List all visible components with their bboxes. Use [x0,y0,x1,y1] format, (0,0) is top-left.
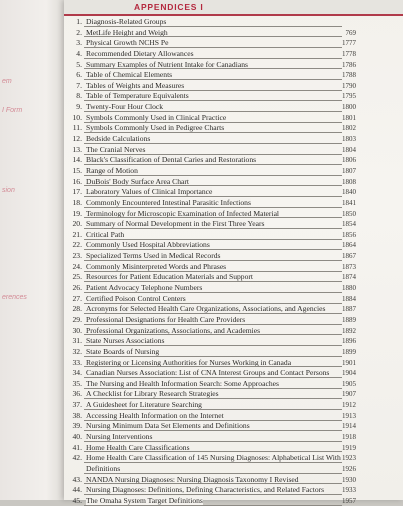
toc-entry-number: 1. [76,17,82,26]
toc-entry-page: 1777 [342,39,356,48]
toc-entry-title: Definitions [86,463,121,473]
toc-entry-title: Patient Advocacy Telephone Numbers [86,283,203,293]
toc-entry-title: A Guidesheet for Literature Searching [86,400,202,410]
facing-page [0,0,66,500]
toc-entry-page: 1926 [342,464,356,473]
toc-entry [68,240,356,251]
toc-entry [68,166,356,177]
page-header [64,0,403,16]
toc-entry-page: 1840 [342,188,356,197]
toc-entry-number: 30. [72,325,82,335]
toc-entry-title: Black's Classification of Dental Caries and Restorations [86,155,257,165]
toc-entry [68,91,356,102]
toc-entry-title: Home Health Care Classification of 145 Nursing Diagnoses: Alphabetical List With [86,453,341,463]
toc-entry [68,496,356,506]
toc-entry [68,379,356,390]
toc-entry-page: 1896 [342,337,356,346]
toc-entry-number: 45. [72,495,82,505]
toc-entry [68,304,356,315]
toc-entry-number: 40. [72,431,82,441]
toc-entry-page: 1884 [342,294,356,303]
toc-entry-page: 1867 [342,252,356,261]
toc-entry [68,28,356,39]
toc-entry-title: Professional Designations for Health Care Providers [86,314,246,324]
toc-entry-page: 1807 [342,166,356,175]
toc-entry [68,294,356,305]
toc-entry-page: 1933 [342,486,356,495]
toc-entry-number: 27. [72,293,82,303]
toc-entry-title: Critical Path [86,229,125,239]
toc-entry-number: 6. [76,70,82,80]
toc-entry-number: 38. [72,410,82,420]
toc-entry [68,219,356,230]
toc-entry [68,421,356,432]
toc-entry-number: 18. [72,197,82,207]
toc-entry-number: 29. [72,314,82,324]
toc-entry-title: Terminology for Microscopic Examination of Infected Material [86,208,280,218]
toc-entry [68,134,356,145]
margin-text: em [2,78,12,85]
toc-entry [68,443,356,454]
toc-entry [68,272,356,283]
toc-entry-page: 1889 [342,315,356,324]
toc-entry-page: 1856 [342,230,356,239]
toc-entry-title: Table of Temperature Equivalents [86,91,189,101]
toc-entry [68,70,356,81]
toc-entry-number: 32. [72,346,82,356]
toc-entry-number: 26. [72,283,82,293]
toc-entry-number: 8. [76,91,82,101]
toc-entry [68,209,356,220]
toc-entry-title: Nursing Interventions [86,431,153,441]
toc-entry [68,485,356,496]
toc-entry-number: 23. [72,251,82,261]
toc-entry-title: DuBois' Body Surface Area Chart [86,176,190,186]
toc-entry [68,230,356,241]
margin-text: sion [2,187,15,194]
toc-entry-page: 1923 [342,454,356,463]
toc-entry-page: 1864 [342,241,356,250]
toc-entry [68,81,356,92]
toc-entry-number: 4. [76,48,82,58]
toc-entry-number: 36. [72,389,82,399]
toc-entry-number: 42. [72,453,82,463]
toc-entry-title: The Cranial Nerves [86,144,146,154]
toc-entry-number: 28. [72,304,82,314]
toc-entry-title: Commonly Encountered Intestinal Parasitic Infections [86,197,251,207]
toc-entry-page: 1786 [342,60,356,69]
toc-entry [68,262,356,273]
toc-entry-title: The Omaha System Target Definitions [86,495,203,505]
toc-entry-page: 1913 [342,411,356,420]
toc-entry [68,60,356,71]
toc-entry-title: Symbols Commonly Used in Clinical Practice [86,112,227,122]
toc-entry-title: Resources for Patient Education Materials and Support [86,272,254,282]
toc-entry [68,177,356,188]
toc-entry-page: 1912 [342,401,356,410]
toc-entry [68,464,356,475]
toc-entry-number: 14. [72,155,82,165]
toc-entry-title: Specialized Terms Used in Medical Records [86,251,221,261]
toc-entry [68,198,356,209]
toc-entry [68,358,356,369]
toc-entry-number: 10. [72,112,82,122]
toc-entry-page: 1803 [342,135,356,144]
toc-entry [68,102,356,113]
toc-entry-page: 1892 [342,326,356,335]
toc-entry-title: Symbols Commonly Used in Pedigree Charts [86,123,225,133]
toc-entry-number: 5. [76,59,82,69]
toc-entry-number: 21. [72,229,82,239]
toc-entry-page: 1790 [342,81,356,90]
toc-entry-number: 44. [72,485,82,495]
toc-entry-number: 20. [72,219,82,229]
toc-entry-number: 7. [76,80,82,90]
toc-entry-title: State Boards of Nursing [86,346,160,356]
toc-entry-number: 24. [72,261,82,271]
toc-entry [68,475,356,486]
toc-entry-page: 769 [345,28,356,37]
toc-entry [68,187,356,198]
toc-entry-page: 1918 [342,432,356,441]
toc-entry-page: 1957 [342,496,356,505]
toc-entry-number: 41. [72,442,82,452]
toc-entry-number: 43. [72,474,82,484]
toc-entry-number: 16. [72,176,82,186]
toc-entry-number: 13. [72,144,82,154]
toc-entry-number: 15. [72,165,82,175]
book-page [64,0,403,505]
toc-entry [68,347,356,358]
toc-entry-number: 31. [72,336,82,346]
toc-entry [68,432,356,443]
toc-entry [68,411,356,422]
margin-text: erences [2,294,27,301]
toc-entry-title: Commonly Used Hospital Abbreviations [86,240,210,250]
toc-entry-page: 1905 [342,379,356,388]
toc-entry [68,336,356,347]
toc-entry-title: A Checklist for Library Research Strategies [86,389,219,399]
toc-entry-number: 33. [72,357,82,367]
toc-entry-title: Physical Growth NCHS Pe [86,38,169,48]
toc-entry-page: 1880 [342,284,356,293]
toc-entry [68,389,356,400]
toc-entry-title: Commonly Misinterpreted Words and Phrases [86,261,227,271]
toc-entry-title: Recommended Dietary Allowances [86,48,194,58]
toc-entry-title: Accessing Health Information on the Internet [86,410,224,420]
toc-entry-page: 1778 [342,49,356,58]
toc-entry-title: Certified Poison Control Centers [86,293,186,303]
toc-entry-title: Summary of Normal Development in the First Three Years [86,219,265,229]
toc-entry-number: 2. [76,27,82,37]
toc-entry-number: 22. [72,240,82,250]
toc-entry-title: Laboratory Values of Clinical Importance [86,187,213,197]
toc-entry-title: Nursing Diagnoses: Definitions, Defining Characteristics, and Related Factors [86,485,325,495]
toc-entry-title: Range of Motion [86,165,138,175]
toc-entry-page: 1901 [342,358,356,367]
toc-entry [68,283,356,294]
toc-entry-number: 9. [76,102,82,112]
toc-entry [68,368,356,379]
toc-entry [68,123,356,134]
toc-entry [68,17,356,28]
page-title: APPENDICES I [134,2,204,12]
toc-entry-title: Summary Examples of Nutrient Intake for Canadians [86,59,248,69]
toc-entry-number: 39. [72,421,82,431]
toc-entry-title: Bedside Calculations [86,134,151,144]
toc-entry [68,49,356,60]
toc-entry-page: 1854 [342,220,356,229]
toc-entry-number: 25. [72,272,82,282]
toc-entry-title: Canadian Nurses Association: List of CNA Interest Groups and Contact Persons [86,368,330,378]
toc-entry [68,251,356,262]
toc-entry [68,453,356,464]
toc-entry-page: 1800 [342,103,356,112]
toc-entry-page: 1788 [342,71,356,80]
toc-entry [68,113,356,124]
toc-entry [68,38,356,49]
toc-entry-title: Tables of Weights and Measures [86,80,185,90]
toc-entry-number: 37. [72,400,82,410]
toc-entry-number: 19. [72,208,82,218]
toc-entry-page: 1874 [342,273,356,282]
toc-entry-page: 1850 [342,209,356,218]
toc-entry-page: 1841 [342,198,356,207]
toc-entry-number: 17. [72,187,82,197]
toc-entry-page: 1914 [342,422,356,431]
toc-entry [68,155,356,166]
toc-entry-title: State Nurses Associations [86,336,165,346]
toc-entry-title: MetLife Height and Weigh [86,27,168,37]
toc-entry-page: 1919 [342,443,356,452]
toc-entry-title: Registering or Licensing Authorities for Nurses Working in Canada [86,357,292,367]
toc-entry-page: 1804 [342,145,356,154]
toc-entry-number: 12. [72,134,82,144]
toc-entry-page: 1808 [342,177,356,186]
toc-entry-title: Home Health Care Classifications [86,442,190,452]
toc-entry-title: NANDA Nursing Diagnoses: Nursing Diagnosis Taxonomy I Revised [86,474,299,484]
toc-entry-page: 1907 [342,390,356,399]
toc-entry-page: 1801 [342,113,356,122]
toc-entry-number: 34. [72,368,82,378]
toc-entry-title: Table of Chemical Elements [86,70,173,80]
toc-entry-page: 1873 [342,262,356,271]
margin-text: I Form [2,107,23,114]
toc-entry [68,145,356,156]
toc-entry-page: 1795 [342,92,356,101]
toc-entry-number: 3. [76,38,82,48]
toc-entry-title: Diagnosis-Related Groups [86,17,167,26]
toc-entry [68,315,356,326]
toc-entry-page: 1887 [342,305,356,314]
toc-entry-page: 1899 [342,347,356,356]
toc-entry-title: Nursing Minimum Data Set Elements and Definitions [86,421,250,431]
toc-entry-page: 1802 [342,124,356,133]
toc-entry-page: 1904 [342,369,356,378]
toc-entry-title: Twenty-Four Hour Clock [86,102,164,112]
toc-entry-number: 11. [72,123,82,133]
toc-entry-title: Professional Organizations, Associations, and Academies [86,325,261,335]
table-of-contents [68,17,356,506]
toc-entry [68,400,356,411]
toc-entry-page: 1930 [342,475,356,484]
toc-entry-number: 35. [72,378,82,388]
toc-entry [68,326,356,337]
toc-entry-page: 1806 [342,156,356,165]
toc-entry-title: Acronyms for Selected Health Care Organizations, Associations, and Agencies [86,304,326,314]
toc-entry-title: The Nursing and Health Information Search: Some Approaches [86,378,279,388]
